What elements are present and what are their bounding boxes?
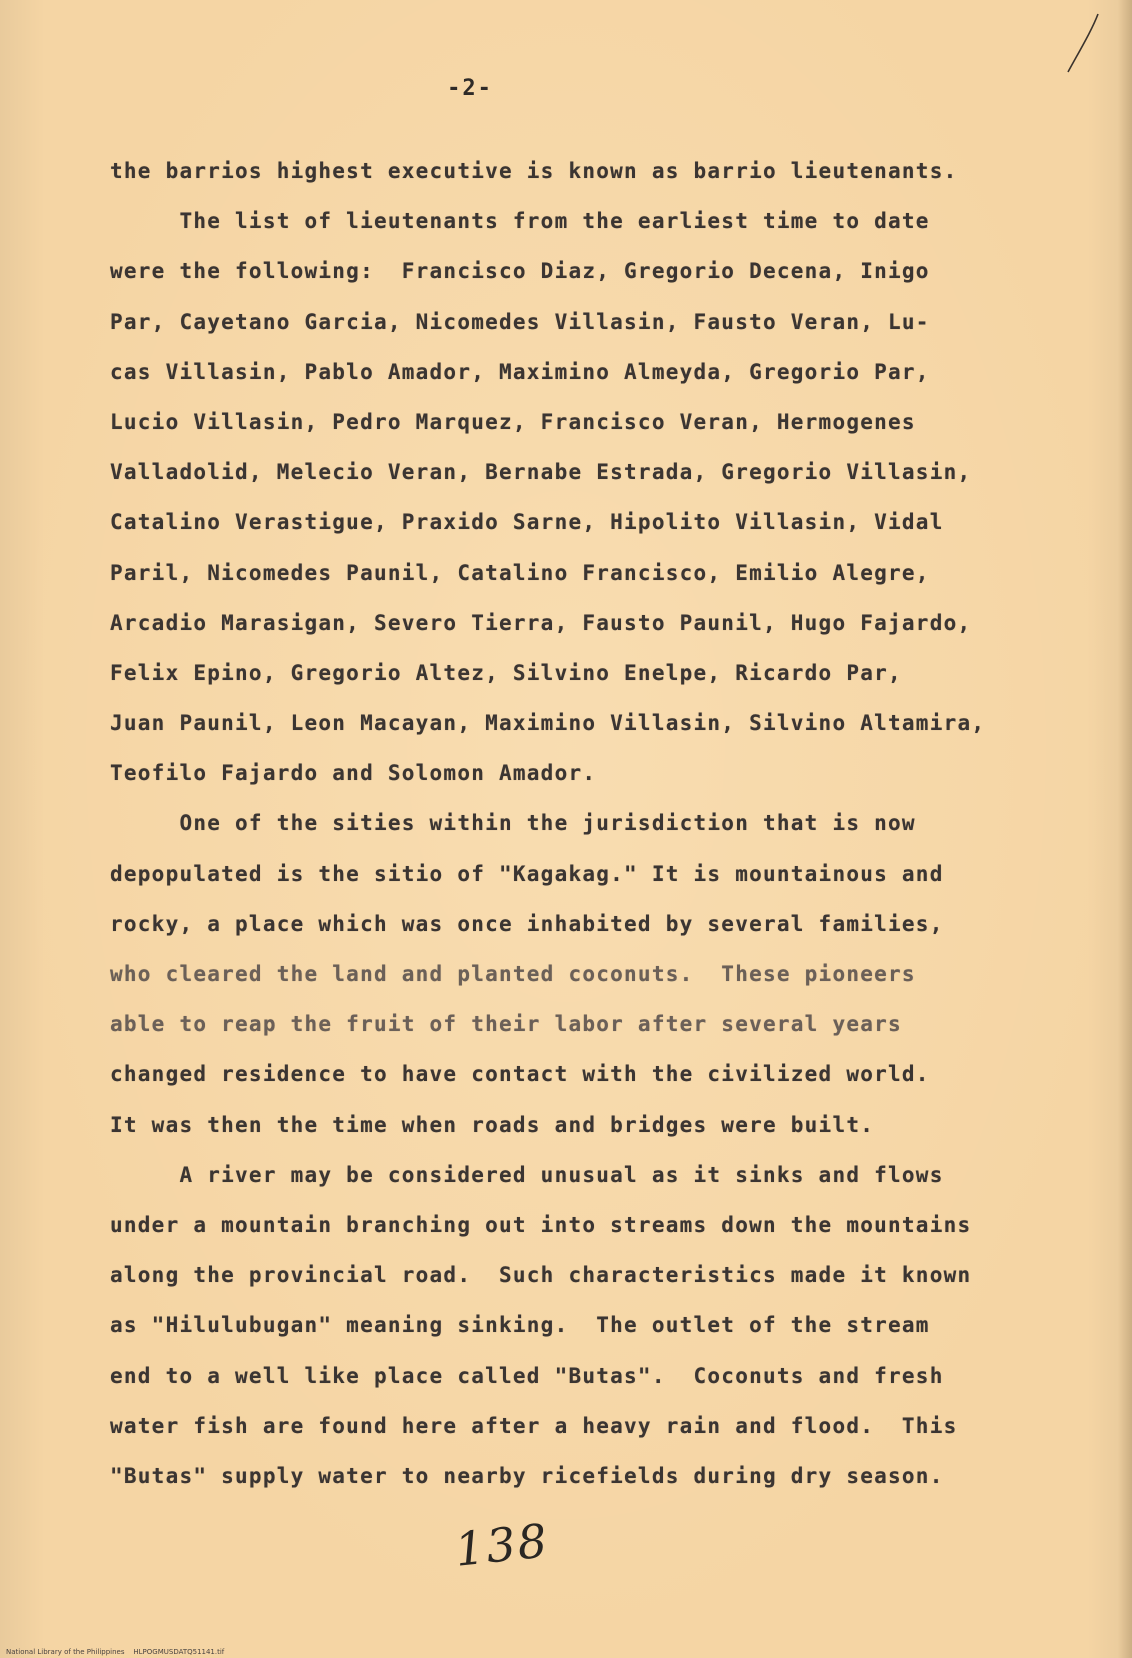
text-line: Felix Epino, Gregorio Altez, Silvino Enelpe, Ricardo Par, xyxy=(110,660,902,685)
text-line: "Butas" supply water to nearby ricefields during dry season. xyxy=(110,1463,944,1488)
text-line: the barrios highest executive is known as barrio lieutenants. xyxy=(110,159,958,183)
text-line: as "Hilulubugan" meaning sinking. The outlet of the stream xyxy=(110,1313,930,1338)
text-line: Teofilo Fajardo and Solomon Amador. xyxy=(110,761,597,786)
text-line: water fish are found here after a heavy rain and flood. This xyxy=(110,1413,958,1438)
text-line: cas Villasin, Pablo Amador, Maximino Almeyda, Gregorio Par, xyxy=(110,359,930,384)
archive-footer: National Library of the Philippines HLPOGMUSDATQ51141.tif xyxy=(6,1648,225,1656)
text-line: end to a well like place called "Butas". Coconuts and fresh xyxy=(110,1363,944,1388)
text-line: under a mountain branching out into streams down the mountains xyxy=(110,1212,972,1237)
text-line: changed residence to have contact with the civilized world. xyxy=(110,1062,930,1087)
text-line: along the provincial road. Such characteristics made it known xyxy=(110,1263,972,1288)
text-line: rocky, a place which was once inhabited by several families, xyxy=(110,911,944,936)
text-line: were the following: Francisco Diaz, Gregorio Decena, Inigo xyxy=(110,259,930,284)
page-edge-shadow xyxy=(1118,0,1132,1658)
handwritten-page-number: 138 xyxy=(452,1513,552,1577)
typewritten-body xyxy=(110,146,1060,1501)
text-line: A river may be considered unusual as it sinks and flows xyxy=(110,1162,944,1187)
text-line: Valladolid, Melecio Veran, Bernabe Estrada, Gregorio Villasin, xyxy=(110,460,972,485)
text-line: It was then the time when roads and bridges were built. xyxy=(110,1112,875,1137)
text-line: Catalino Verastigue, Praxido Sarne, Hipolito Villasin, Vidal xyxy=(110,510,944,535)
text-line: Juan Paunil, Leon Macayan, Maximino Villasin, Silvino Altamira, xyxy=(110,711,986,736)
text-line: Arcadio Marasigan, Severo Tierra, Fausto Paunil, Hugo Fajardo, xyxy=(110,610,972,635)
text-line: able to reap the fruit of their labor after several years xyxy=(110,1012,902,1037)
corner-pen-mark xyxy=(1062,12,1102,76)
page-number: -2- xyxy=(447,76,493,101)
text-line: One of the sities within the jurisdiction that is now xyxy=(110,811,916,836)
text-line: The list of lieutenants from the earliest time to date xyxy=(110,209,930,234)
text-line: Paril, Nicomedes Paunil, Catalino Francisco, Emilio Alegre, xyxy=(110,560,930,585)
text-line: Par, Cayetano Garcia, Nicomedes Villasin, Fausto Veran, Lu- xyxy=(110,309,930,334)
text-line: Lucio Villasin, Pedro Marquez, Francisco Veran, Hermogenes xyxy=(110,409,916,434)
text-line: depopulated is the sitio of "Kagakag." It is mountainous and xyxy=(110,861,944,886)
text-line: who cleared the land and planted coconuts. These pioneers xyxy=(110,962,916,986)
